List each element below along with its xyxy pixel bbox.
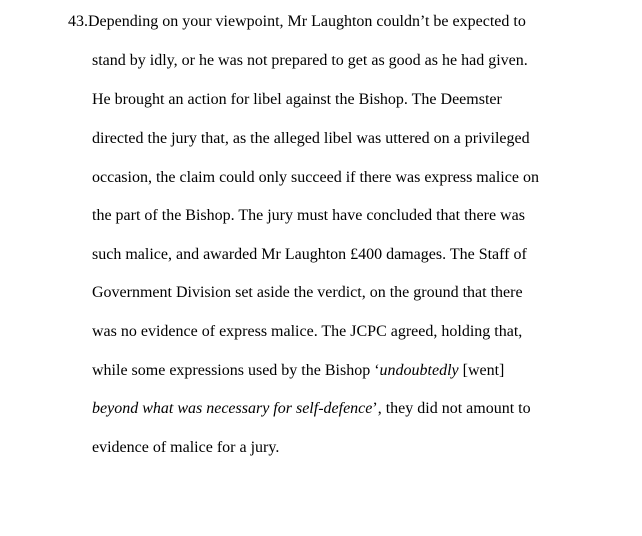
- line-10-prefix: while some expressions used by the Bishop ‘: [92, 362, 380, 379]
- paragraph-line-1-text: Depending on your viewpoint, Mr Laughton couldn’t be expected to: [88, 13, 526, 30]
- paragraph-line-11: [92, 399, 531, 419]
- line-10-italic: undoubtedly: [379, 362, 459, 379]
- line-10-suffix: [went]: [458, 362, 505, 379]
- paragraph-number: 43.: [68, 13, 88, 30]
- paragraph-line-8: Government Division set aside the verdict, on the ground that there: [92, 284, 523, 301]
- paragraph-line-7: such malice, and awarded Mr Laughton £400 damages. The Staff of: [92, 246, 527, 263]
- paragraph-line-9: was no evidence of express malice. The JCPC agreed, holding that,: [92, 323, 523, 340]
- paragraph-line-4: directed the jury that, as the alleged libel was uttered on a privileged: [92, 130, 530, 147]
- line-11-suffix: ’, they did not amount to: [372, 400, 531, 417]
- paragraph-line-12: evidence of malice for a jury.: [92, 439, 280, 456]
- paragraph-line-3: He brought an action for libel against the Bishop. The Deemster: [92, 91, 502, 108]
- line-11-italic: beyond what was necessary for self-defence: [92, 400, 373, 417]
- paragraph-line-5: occasion, the claim could only succeed if there was express malice on: [92, 169, 539, 186]
- paragraph-line-1: [68, 12, 526, 32]
- paragraph-line-10: [92, 361, 504, 381]
- paragraph-line-6: the part of the Bishop. The jury must have concluded that there was: [92, 207, 525, 224]
- paragraph-line-2: stand by idly, or he was not prepared to get as good as he had given.: [92, 52, 528, 69]
